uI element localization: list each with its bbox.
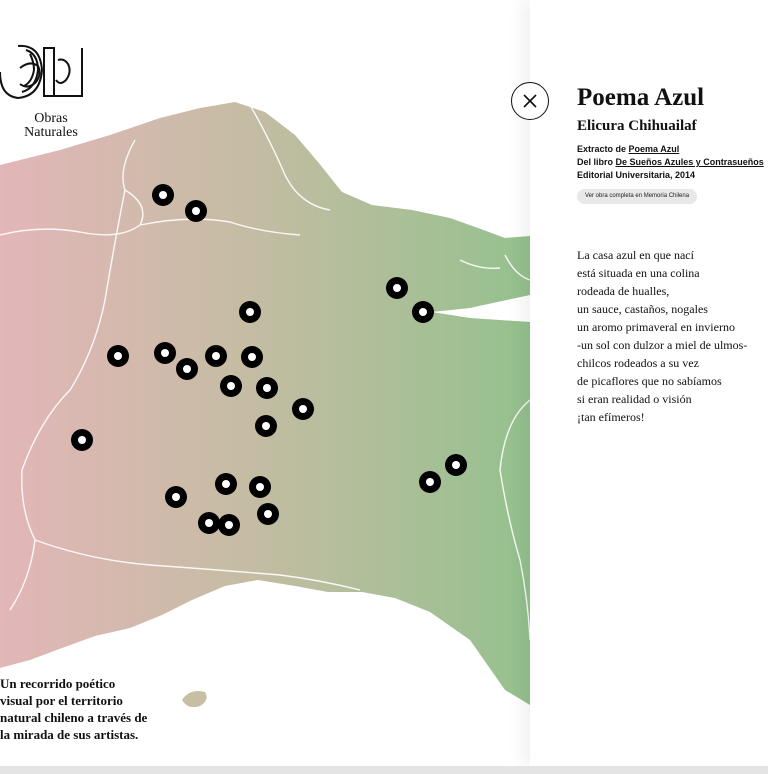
artwork-marker[interactable]	[215, 473, 237, 495]
excerpt-line	[577, 143, 764, 156]
marker-center	[419, 308, 427, 316]
artwork-marker[interactable]	[256, 377, 278, 399]
book-prefix: Del libro	[577, 157, 616, 167]
marker-center	[263, 384, 271, 392]
marker-center	[452, 461, 460, 469]
poem-line: -un sol con dulzor a miel de ulmos-	[577, 338, 748, 352]
poem-author: Elicura Chihuailaf	[577, 118, 697, 134]
marker-center	[78, 436, 86, 444]
marker-center	[256, 483, 264, 491]
marker-center	[426, 478, 434, 486]
poem-meta	[577, 143, 764, 182]
close-icon	[522, 93, 538, 109]
marker-center	[248, 353, 256, 361]
poem-line: rodeada de hualles,	[577, 284, 670, 298]
logo-mark-icon	[0, 46, 82, 98]
logo-text	[22, 112, 80, 140]
marker-center	[159, 191, 167, 199]
poem-line: chilcos rodeados a su vez	[577, 356, 699, 370]
marker-center	[393, 284, 401, 292]
poem-line: un aromo primaveral en invierno	[577, 320, 735, 334]
publisher: Editorial Universitaria, 2014	[577, 170, 696, 180]
artwork-marker[interactable]	[71, 429, 93, 451]
bottom-bar	[0, 766, 768, 774]
marker-center	[299, 405, 307, 413]
poem-line: está situada en una colina	[577, 266, 700, 280]
excerpt-prefix: Extracto de	[577, 144, 629, 154]
marker-center	[212, 352, 220, 360]
marker-center	[262, 422, 270, 430]
marker-center	[227, 382, 235, 390]
artwork-marker[interactable]	[386, 277, 408, 299]
artwork-marker[interactable]	[154, 342, 176, 364]
tagline-line: visual por el territorio	[0, 693, 123, 708]
logo-line-2: Naturales	[24, 125, 78, 140]
logo	[0, 40, 100, 110]
poem-line: un sauce, castaños, nogales	[577, 302, 708, 316]
artwork-marker[interactable]	[412, 301, 434, 323]
artwork-marker[interactable]	[292, 398, 314, 420]
excerpt-link[interactable]: Poema Azul	[628, 144, 680, 154]
artwork-marker[interactable]	[419, 471, 441, 493]
marker-center	[183, 365, 191, 373]
artwork-marker[interactable]	[220, 375, 242, 397]
marker-center	[225, 521, 233, 529]
marker-center	[161, 349, 169, 357]
tagline	[0, 675, 200, 743]
close-button[interactable]	[511, 82, 549, 120]
poem-line: La casa azul en que nací	[577, 248, 694, 262]
book-link[interactable]: De Sueños Azules y Contrasueños	[615, 157, 764, 167]
artwork-marker[interactable]	[198, 512, 220, 534]
artwork-marker[interactable]	[445, 454, 467, 476]
artwork-marker[interactable]	[249, 476, 271, 498]
poem-line: de picaflores que no sabíamos	[577, 374, 722, 388]
marker-center	[205, 519, 213, 527]
marker-center	[264, 510, 272, 518]
artwork-marker[interactable]	[218, 514, 240, 536]
artwork-marker[interactable]	[241, 346, 263, 368]
artwork-marker[interactable]	[205, 345, 227, 367]
marker-center	[246, 308, 254, 316]
poem-title: Poema Azul	[577, 84, 705, 111]
artwork-marker[interactable]	[185, 200, 207, 222]
marker-center	[222, 480, 230, 488]
artwork-marker[interactable]	[165, 486, 187, 508]
tagline-line: Un recorrido poético	[0, 676, 116, 691]
marker-center	[172, 493, 180, 501]
poem-body	[577, 246, 747, 426]
artwork-marker[interactable]	[257, 503, 279, 525]
poem-line: si eran realidad o visión	[577, 392, 692, 406]
book-line	[577, 156, 764, 169]
logo-line-1: Obras	[34, 111, 68, 126]
artwork-marker[interactable]	[239, 301, 261, 323]
full-work-button[interactable]: Ver obra completa en Memoria Chilena	[577, 189, 697, 204]
land-mass	[0, 102, 530, 705]
artwork-marker[interactable]	[107, 345, 129, 367]
marker-center	[192, 207, 200, 215]
tagline-line: natural chileno a través de	[0, 710, 148, 725]
poem-line: ¡tan efímeros!	[577, 410, 645, 424]
tagline-line: la mirada de sus artistas.	[0, 727, 139, 742]
marker-center	[114, 352, 122, 360]
artwork-marker[interactable]	[176, 358, 198, 380]
artwork-marker[interactable]	[255, 415, 277, 437]
artwork-marker[interactable]	[152, 184, 174, 206]
